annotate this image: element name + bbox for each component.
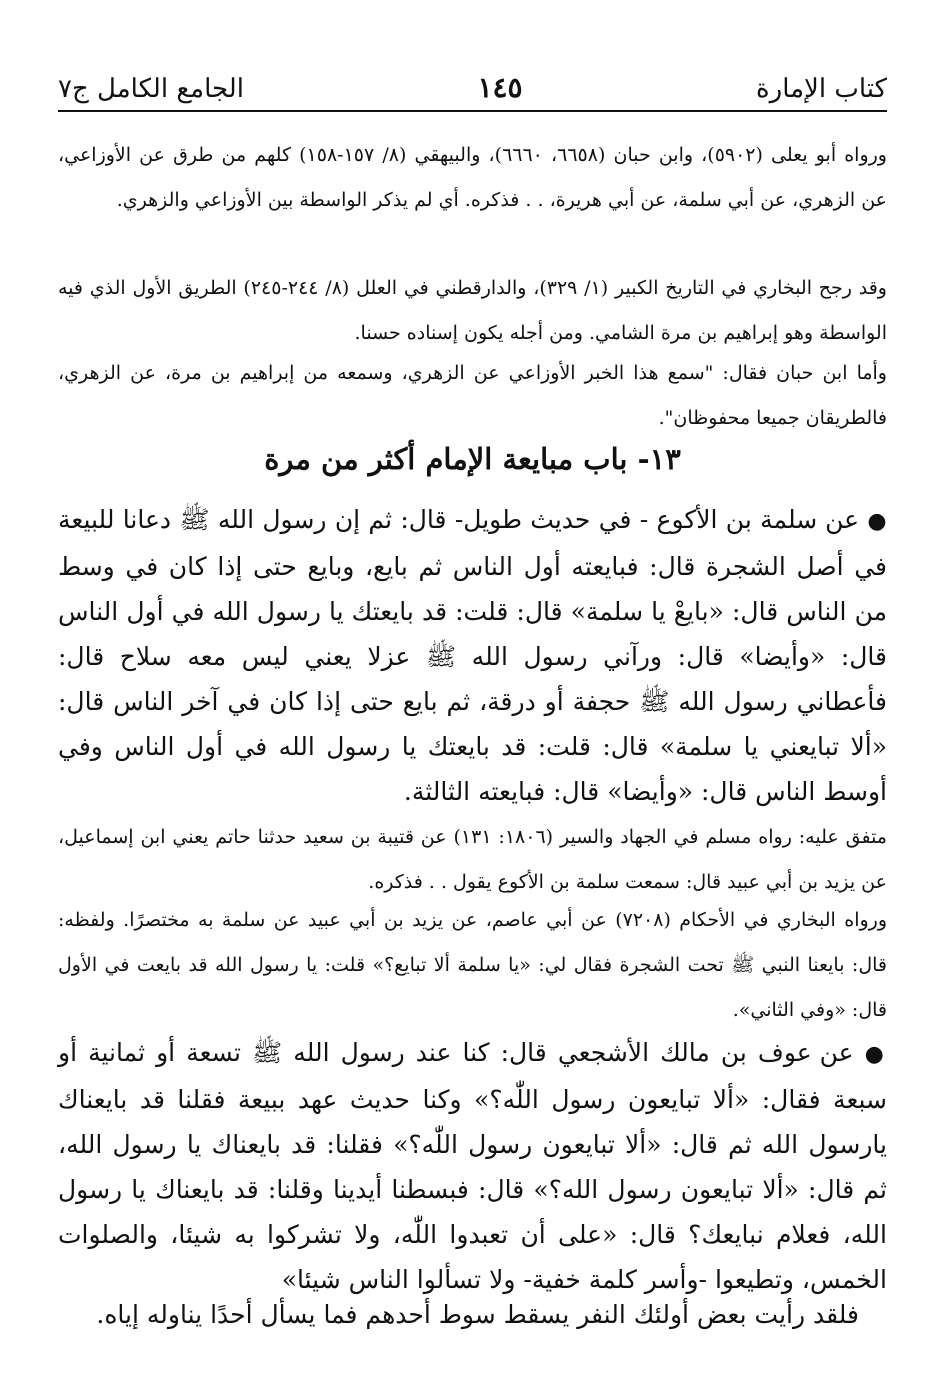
footnote-paragraph-1: ورواه أبو يعلى (٥٩٠٢)، وابن حبان (٦٦٥٨، ٦٦٦٠)، والبيهقي (٨/ ١٥٧-١٥٨) كلهم من طرق عن الأوزاعي، عن الزهري، عن أبي سلمة، عن أبي هريرة، . . فذكره. أي لم يذكر الواسطة بين الأوزاعي والزهري.: [58, 144, 887, 211]
running-header: [58, 62, 887, 102]
hadith-salama: [58, 497, 887, 814]
bullet-icon: ●: [864, 1042, 888, 1067]
takhrij-muslim: متفق عليه: رواه مسلم في الجهاد والسير (١٨٠٦: ١٣١) عن قتيبة بن سعيد حدثنا حاتم يعني ابن إسماعيل، عن يزيد بن أبي عبيد قال: سمعت سلمة بن الأكوع يقول . . فذكره.: [58, 826, 887, 893]
footnote-paragraph-2: وقد رجح البخاري في التاريخ الكبير (١/ ٣٢٩)، والدارقطني في العلل (٨/ ٢٤٤-٢٤٥) الطريق الأول الذي فيه الواسطة وهو إبراهيم بن مرة الشامي. ومن أجله يكون إسناده حسنا.: [58, 277, 887, 344]
hadith-salama-text: عن سلمة بن الأكوع - في حديث طويل- قال: ثم إن رسول الله ﷺ دعانا للبيعة في أصل الشجرة قال: فبايعته أول الناس ثم بايع، وبايع حتى إذا كان في وسط من الناس قال: «بايعْ يا سلمة» قال: قلت: قد بايعتك يا رسول الله في أول الناس قال: «وأيضا» قال: ورآني رسول الله ﷺ عزلا يعني ليس معه سلاح قال: فأعطاني رسول الله ﷺ حجفة أو درقة، ثم بايع حتى إذا كان في آخر الناس قال: «ألا تبايعني يا سلمة» قال: قلت: قد بايعتك يا رسول الله في أول الناس وفي أوسط الناس قال: «وأيضا» قال: فبايعته الثالثة.: [58, 505, 887, 806]
hadith-awf: [58, 1030, 887, 1302]
header-book-title: كتاب الإمارة: [756, 74, 887, 104]
header-rule: [58, 110, 887, 112]
header-volume-title: الجامع الكامل ج٧: [58, 74, 244, 104]
footnote-paragraph-3: وأما ابن حبان فقال: "سمع هذا الخبر الأوزاعي عن الزهري، وسمعه من إبراهيم بن مرة، عن الزهري، فالطريقان جميعا محفوظان".: [58, 362, 887, 429]
takhrij-bukhari: ورواه البخاري في الأحكام (٧٢٠٨) عن أبي عاصم، عن يزيد بن أبي عبيد عن سلمة به مختصرًا. ولفظه: قال: بايعنا النبي ﷺ تحت الشجرة فقال لي: «يا سلمة ألا تبايع؟» قلت: يا رسول الله قد بايعت في الأول قال: «وفي الثاني».: [58, 909, 887, 1021]
closing-paragraph: فلقد رأيت بعض أولئك النفر يسقط سوط أحدهم فما يسأل أحدًا يناوله إياه.: [96, 1300, 859, 1329]
page-number: ١٤٥: [477, 71, 523, 104]
bullet-icon: ●: [867, 509, 887, 534]
chapter-title: ١٣- باب مبايعة الإمام أكثر من مرة: [264, 442, 681, 476]
hadith-awf-text: عن عوف بن مالك الأشجعي قال: كنا عند رسول الله ﷺ تسعة أو ثمانية أو سبعة فقال: «ألا تبايعون رسول اللّٰه؟» وكنا حديث عهد ببيعة فقلنا قد بايعناك يارسول الله ثم قال: «ألا تبايعون رسول اللّٰه؟» فقلنا: قد بايعناك يا رسول الله، ثم قال: «ألا تبايعون رسول الله؟» قال: فبسطنا أيدينا وقلنا: قد بايعناك يا رسول الله، فعلام نبايعك؟ قال: «على أن تعبدوا اللّٰه، ولا تشركوا به شيئا، والصلوات الخمس، وتطيعوا -وأسر كلمة خفية- ولا تسألوا الناس شيئا»: [58, 1038, 887, 1294]
